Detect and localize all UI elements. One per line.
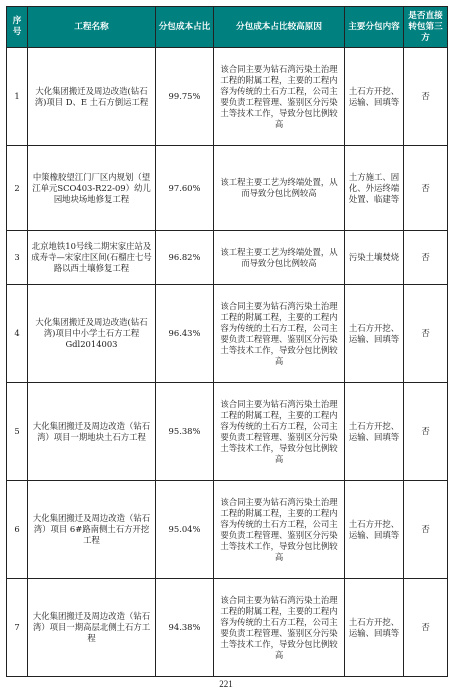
row-no: 4 bbox=[7, 285, 28, 383]
header-project-name: 工程名称 bbox=[28, 7, 156, 48]
row-reason: 该合同主要为钻石湾污染土治理工程的附属工程，主要的工程内容为传统的土石方工程，公司主要负责工程管理、鉴别区分污染土等技术工作，导致分包比例较高 bbox=[214, 285, 345, 383]
row-no: 5 bbox=[7, 383, 28, 481]
header-no: 序号 bbox=[7, 7, 28, 48]
row-project-name: 大化集团搬迁及周边改造(钻石湾)项目 D、E 土石方倒运工程 bbox=[28, 48, 156, 146]
row-transfer: 否 bbox=[404, 481, 448, 579]
row-reason: 该合同主要为钻石湾污染土治理工程的附属工程，主要的工程内容为传统的土石方工程，公司主要负责工程管理、鉴别区分污染土等技术工作，导致分包比例较高 bbox=[214, 48, 345, 146]
row-ratio: 96.82% bbox=[156, 231, 214, 285]
table-row bbox=[7, 481, 448, 579]
header-main-content: 主要分包内容 bbox=[345, 7, 404, 48]
table-row bbox=[7, 48, 448, 146]
row-project-name: 北京地铁10号线二期宋家庄站及成寿寺—宋家庄区间(石榴庄七号路以西土壤修复工程 bbox=[28, 231, 156, 285]
table-row bbox=[7, 146, 448, 231]
header-ratio: 分包成本占比 bbox=[156, 7, 214, 48]
row-transfer: 否 bbox=[404, 383, 448, 481]
row-no: 6 bbox=[7, 481, 28, 579]
row-project-name: 大化集团搬迁及周边改造（钻石湾）项目一期地块土石方工程 bbox=[28, 383, 156, 481]
table-header-row bbox=[7, 7, 448, 48]
table-row bbox=[7, 285, 448, 383]
row-transfer: 否 bbox=[404, 285, 448, 383]
row-ratio: 95.04% bbox=[156, 481, 214, 579]
row-main-content: 土石方开挖、运输、回填等 bbox=[345, 383, 404, 481]
row-ratio: 96.43% bbox=[156, 285, 214, 383]
row-transfer: 否 bbox=[404, 231, 448, 285]
row-ratio: 97.60% bbox=[156, 146, 214, 231]
row-no: 3 bbox=[7, 231, 28, 285]
row-reason: 该合同主要为钻石湾污染土治理工程的附属工程，主要的工程内容为传统的土石方工程，公司主要负责工程管理、鉴别区分污染土等技术工作，导致分包比例较高 bbox=[214, 481, 345, 579]
row-no: 7 bbox=[7, 579, 28, 677]
row-ratio: 94.38% bbox=[156, 579, 214, 677]
row-main-content: 土石方开挖、运输、回填等 bbox=[345, 285, 404, 383]
page-number: 221 bbox=[219, 679, 233, 689]
row-transfer: 否 bbox=[404, 146, 448, 231]
row-main-content: 土石方开挖、运输、回填等 bbox=[345, 579, 404, 677]
row-project-name: 中策橡胶望江门厂区内规划（望江单元SCO403-R22-09）幼儿园地块场地修复工程 bbox=[28, 146, 156, 231]
row-reason: 该合同主要为钻石湾污染土治理工程的附属工程，主要的工程内容为传统的土石方工程，公司主要负责工程管理、鉴别区分污染土等技术工作，导致分包比例较高 bbox=[214, 383, 345, 481]
subcontract-table bbox=[6, 6, 448, 677]
row-main-content: 土方施工、固化、外运终端处置、临建等 bbox=[345, 146, 404, 231]
row-ratio: 99.75% bbox=[156, 48, 214, 146]
row-transfer: 否 bbox=[404, 48, 448, 146]
row-transfer: 否 bbox=[404, 579, 448, 677]
table-row bbox=[7, 383, 448, 481]
row-reason: 该工程主要工艺为终端处置，从而导致分包比例较高 bbox=[214, 231, 345, 285]
table-row bbox=[7, 579, 448, 677]
row-main-content: 土石方开挖、运输、回填等 bbox=[345, 48, 404, 146]
row-main-content: 污染土壤焚烧 bbox=[345, 231, 404, 285]
row-reason: 该工程主要工艺为终端处置，从而导致分包比例较高 bbox=[214, 146, 345, 231]
row-no: 2 bbox=[7, 146, 28, 231]
row-project-name: 大化集团搬迁及周边改造(钻石湾)项目中小学土石方工程 Gdl2014003 bbox=[28, 285, 156, 383]
row-ratio: 95.38% bbox=[156, 383, 214, 481]
table-row bbox=[7, 231, 448, 285]
row-no: 1 bbox=[7, 48, 28, 146]
row-main-content: 土石方开挖、运输、回填等 bbox=[345, 481, 404, 579]
row-project-name: 大化集团搬迁及周边改造（钻石湾）项目 6#路南侧土石方开挖工程 bbox=[28, 481, 156, 579]
header-reason: 分包成本占比较高原因 bbox=[214, 7, 345, 48]
header-transfer: 是否直接转包第三方 bbox=[404, 7, 448, 48]
row-project-name: 大化集团搬迁及周边改造（钻石湾）项目一期高层北侧土石方工程 bbox=[28, 579, 156, 677]
row-reason: 该合同主要为钻石湾污染土治理工程的附属工程，主要的工程内容为传统的土石方工程，公司主要负责工程管理、鉴别区分污染土等技术工作，导致分包比例较高 bbox=[214, 579, 345, 677]
